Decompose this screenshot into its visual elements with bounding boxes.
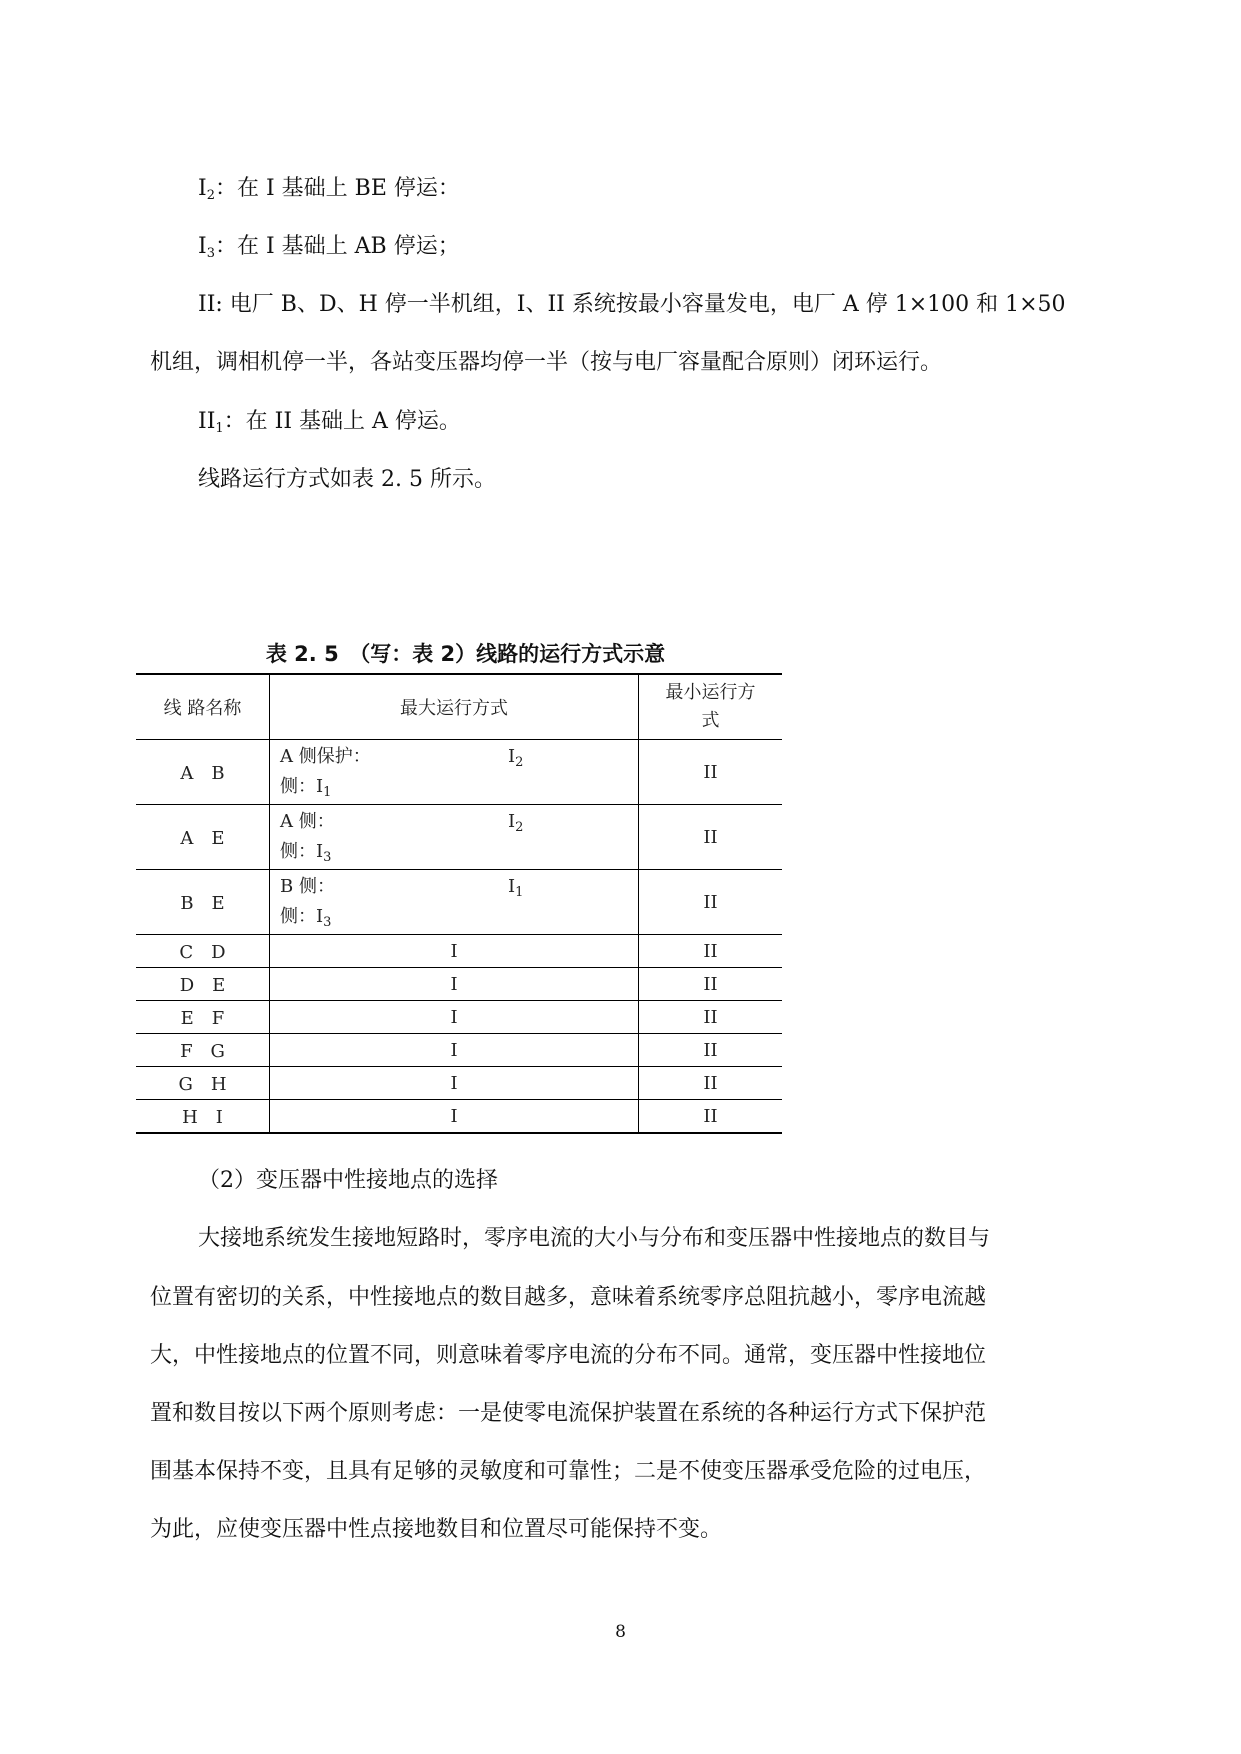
- table-row: A B A 侧保护： $I_2$ 侧：$I_1$ II: [136, 740, 782, 805]
- line-ii-2: 机组，调相机停一半，各站变压器均停一半（按与电厂容量配合原则）闭环运行。: [150, 350, 943, 375]
- line-i2: $I_2$：在 I 基础上 BE 停运：: [198, 176, 460, 203]
- table-row: E F I II: [136, 1001, 782, 1034]
- line-ii1: $II_1$：在 II 基础上 A 停运。: [198, 409, 461, 436]
- table-row: G H I II: [136, 1067, 782, 1100]
- line-i3: $I_3$：在 I 基础上 AB 停运；: [198, 234, 460, 261]
- paragraph-line: 置和数目按以下两个原则考虑：一是使零电流保护装置在系统的各种运行方式下保护范: [150, 1401, 987, 1426]
- paragraph-line: 大，中性接地点的位置不同，则意味着零序电流的分布不同。通常，变压器中性接地位: [150, 1343, 987, 1368]
- table-row: B E B 侧： $I_1$ 侧：$I_3$ II: [136, 870, 782, 935]
- table-row: D E I II: [136, 968, 782, 1001]
- operation-mode-table: [136, 673, 782, 1134]
- header-line-name: 线 路名称: [136, 674, 270, 740]
- table-caption: 表 2. 5 （写：表 2）线路的运行方式示意: [265, 642, 666, 666]
- table-row: A E A 侧： $I_2$ 侧：$I_3$ II: [136, 805, 782, 870]
- paragraph-line: 围基本保持不变，且具有足够的灵敏度和可靠性；二是不使变压器承受危险的过电压，: [150, 1459, 987, 1484]
- header-max-mode: 最大运行方式: [270, 674, 639, 740]
- paragraph-line: 大接地系统发生接地短路时，零序电流的大小与分布和变压器中性接地点的数目与: [198, 1226, 991, 1251]
- paragraph-line: 位置有密切的关系，中性接地点的数目越多，意味着系统零序总阻抗越小，零序电流越: [150, 1285, 987, 1310]
- section-heading: （2）变压器中性接地点的选择: [198, 1168, 498, 1193]
- line-ii-1: II: 电厂 B、D、H 停一半机组，I、II 系统按最小容量发电，电厂 A 停 1×100 和 1×50: [198, 292, 1066, 317]
- table-row: C D I II: [136, 935, 782, 968]
- table-reference: 线路运行方式如表 2. 5 所示。: [198, 467, 496, 492]
- page-number: 8: [615, 1622, 626, 1642]
- table-header-row: [136, 674, 782, 740]
- paragraph-line: 为此，应使变压器中性点接地数目和位置尽可能保持不变。: [150, 1517, 723, 1542]
- table-row: F G I II: [136, 1034, 782, 1067]
- header-min-mode: 最小运行方 式: [639, 674, 783, 740]
- table-row: H I I II: [136, 1100, 782, 1134]
